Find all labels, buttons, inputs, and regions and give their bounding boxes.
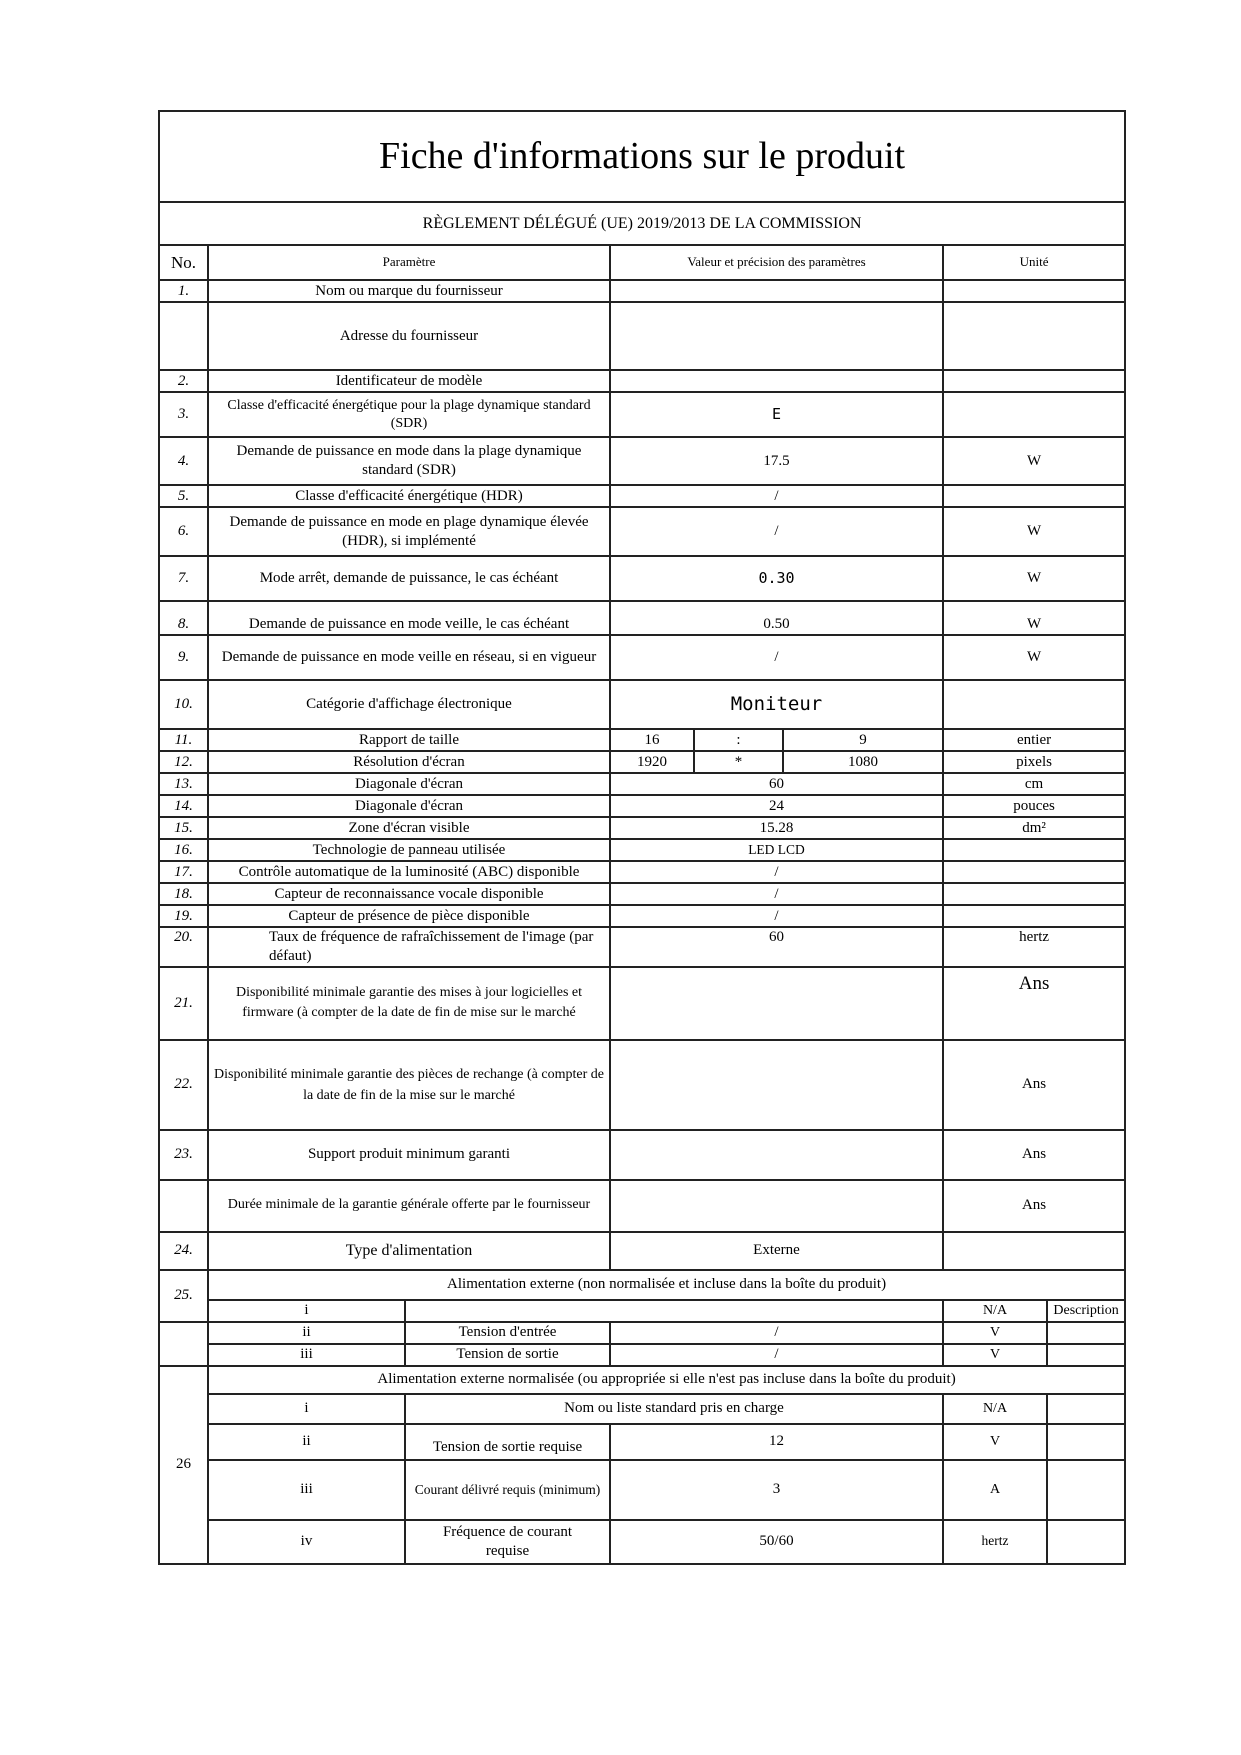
row-number: 7. — [159, 556, 208, 601]
row-parameter: Taux de fréquence de rafraîchissement de l'image (par défaut) — [208, 927, 610, 967]
section-26-row — [159, 1460, 1125, 1520]
row-value: / — [610, 635, 943, 680]
table-row — [159, 927, 1125, 967]
table-row — [159, 861, 1125, 883]
table-row — [159, 751, 1125, 773]
row-value-b: 9 — [783, 729, 943, 751]
section-25-row — [159, 1344, 1125, 1366]
sub-description: Description — [1047, 1300, 1125, 1322]
sub-unit: V — [943, 1322, 1047, 1344]
sub-label: Fréquence de courant requise — [405, 1520, 610, 1564]
row-number: 11. — [159, 729, 208, 751]
row-number: 5. — [159, 485, 208, 507]
sub-value: 3 — [610, 1460, 943, 1520]
row-value: 0.30 — [610, 556, 943, 601]
row-number: 1. — [159, 280, 208, 302]
section-25-row — [159, 1322, 1125, 1344]
row-unit: Ans — [943, 1130, 1125, 1180]
row-number: 2. — [159, 370, 208, 392]
row-parameter: Adresse du fournisseur — [208, 302, 610, 370]
section-26-row — [159, 1394, 1125, 1424]
row-unit — [943, 392, 1125, 437]
table-row — [159, 905, 1125, 927]
row-number: 20. — [159, 927, 208, 967]
row-unit: entier — [943, 729, 1125, 751]
row-parameter: Diagonale d'écran — [208, 795, 610, 817]
row-number: 14. — [159, 795, 208, 817]
row-value: 24 — [610, 795, 943, 817]
row-unit — [943, 839, 1125, 861]
header-unit: Unité — [943, 245, 1125, 280]
header-value: Valeur et précision des paramètres — [610, 245, 943, 280]
sub-unit: N/A — [943, 1394, 1047, 1424]
row-number: 13. — [159, 773, 208, 795]
sub-description — [1047, 1520, 1125, 1564]
row-parameter: Zone d'écran visible — [208, 817, 610, 839]
row-unit: W — [943, 437, 1125, 485]
row-number: 23. — [159, 1130, 208, 1180]
sub-description — [1047, 1424, 1125, 1460]
row-value: / — [610, 883, 943, 905]
table-row — [159, 280, 1125, 302]
regulation-subtitle: RÈGLEMENT DÉLÉGUÉ (UE) 2019/2013 DE LA COMMISSION — [159, 202, 1125, 245]
sheet-title: Fiche d'informations sur le produit — [159, 111, 1125, 202]
row-number: 24. — [159, 1232, 208, 1270]
row-value: / — [610, 507, 943, 556]
section-26-row — [159, 1520, 1125, 1564]
section-26-row — [159, 1424, 1125, 1460]
row-unit — [943, 1232, 1125, 1270]
table-row — [159, 1130, 1125, 1180]
row-value: 0.50 — [610, 601, 943, 635]
sub-unit: A — [943, 1460, 1047, 1520]
sub-description — [1047, 1344, 1125, 1366]
row-parameter: Disponibilité minimale garantie des pièces de rechange (à compter de la date de fin de la mise sur le marché — [208, 1040, 610, 1130]
header-parameter: Paramètre — [208, 245, 610, 280]
section-25-heading-row — [159, 1270, 1125, 1300]
row-unit — [943, 905, 1125, 927]
row-parameter: Catégorie d'affichage électronique — [208, 680, 610, 729]
row-unit — [943, 280, 1125, 302]
row-number: 6. — [159, 507, 208, 556]
table-row — [159, 392, 1125, 437]
section-25-number: 25. — [159, 1270, 208, 1322]
row-unit — [943, 680, 1125, 729]
row-value: Externe — [610, 1232, 943, 1270]
row-parameter: Nom ou marque du fournisseur — [208, 280, 610, 302]
product-information-sheet — [158, 110, 1126, 1565]
row-value: E — [610, 392, 943, 437]
table-row — [159, 437, 1125, 485]
row-value: 15.28 — [610, 817, 943, 839]
row-number: 3. — [159, 392, 208, 437]
section-26-number: 26 — [159, 1366, 208, 1564]
sub-index: iii — [208, 1344, 405, 1366]
row-number: 19. — [159, 905, 208, 927]
sub-label: Courant délivré requis (minimum) — [405, 1460, 610, 1520]
row-number: 16. — [159, 839, 208, 861]
table-row — [159, 773, 1125, 795]
row-unit: Ans — [943, 1180, 1125, 1232]
row-parameter: Demande de puissance en mode dans la plage dynamique standard (SDR) — [208, 437, 610, 485]
row-unit — [943, 861, 1125, 883]
header-row — [159, 245, 1125, 280]
row-unit: W — [943, 601, 1125, 635]
row-number: 10. — [159, 680, 208, 729]
sub-index: iii — [208, 1460, 405, 1520]
row-value: / — [610, 861, 943, 883]
row-parameter: Demande de puissance en mode en plage dynamique élevée (HDR), si implémenté — [208, 507, 610, 556]
row-parameter: Identificateur de modèle — [208, 370, 610, 392]
row-value — [610, 1130, 943, 1180]
sub-value: 50/60 — [610, 1520, 943, 1564]
sub-label: Nom ou liste standard pris en charge — [405, 1394, 943, 1424]
row-value — [610, 1040, 943, 1130]
row-unit — [943, 370, 1125, 392]
row-unit: pouces — [943, 795, 1125, 817]
table-row — [159, 817, 1125, 839]
row-value: 60 — [610, 927, 943, 967]
row-number: 15. — [159, 817, 208, 839]
sub-value: 12 — [610, 1424, 943, 1460]
sub-label — [405, 1300, 943, 1322]
row-parameter: Classe d'efficacité énergétique (HDR) — [208, 485, 610, 507]
table-row — [159, 302, 1125, 370]
row-value-separator: * — [694, 751, 783, 773]
row-value — [610, 1180, 943, 1232]
table-row — [159, 507, 1125, 556]
table-row — [159, 370, 1125, 392]
row-value — [610, 967, 943, 1040]
table-row — [159, 680, 1125, 729]
row-unit: W — [943, 556, 1125, 601]
sub-description — [1047, 1322, 1125, 1344]
row-parameter: Résolution d'écran — [208, 751, 610, 773]
row-number — [159, 1180, 208, 1232]
table-row — [159, 635, 1125, 680]
row-number: 22. — [159, 1040, 208, 1130]
section-26-heading-row — [159, 1366, 1125, 1394]
header-no: No. — [159, 245, 208, 280]
table-row — [159, 1040, 1125, 1130]
sub-description — [1047, 1460, 1125, 1520]
sub-index: iv — [208, 1520, 405, 1564]
table-row — [159, 1232, 1125, 1270]
row-unit — [943, 883, 1125, 905]
row-unit: W — [943, 635, 1125, 680]
sub-label: Tension de sortie — [405, 1344, 610, 1366]
table-row — [159, 883, 1125, 905]
sub-description — [1047, 1394, 1125, 1424]
row-parameter: Contrôle automatique de la luminosité (ABC) disponible — [208, 861, 610, 883]
row-unit: dm² — [943, 817, 1125, 839]
section-25-heading: Alimentation externe (non normalisée et incluse dans la boîte du produit) — [208, 1270, 1125, 1300]
row-value: / — [610, 905, 943, 927]
table-row — [159, 485, 1125, 507]
row-unit: W — [943, 507, 1125, 556]
table-row — [159, 556, 1125, 601]
sub-unit: V — [943, 1344, 1047, 1366]
row-parameter: Support produit minimum garanti — [208, 1130, 610, 1180]
row-unit: Ans — [943, 1040, 1125, 1130]
table-row — [159, 967, 1125, 1040]
row-value — [610, 280, 943, 302]
row-number: 12. — [159, 751, 208, 773]
row-unit: hertz — [943, 927, 1125, 967]
sub-label: Tension d'entrée — [405, 1322, 610, 1344]
row-value-b: 1080 — [783, 751, 943, 773]
section-26-heading: Alimentation externe normalisée (ou appropriée si elle n'est pas incluse dans la boîte du produit) — [208, 1366, 1125, 1394]
sub-index: i — [208, 1300, 405, 1322]
row-unit: Ans — [943, 967, 1125, 1040]
sub-unit: hertz — [943, 1520, 1047, 1564]
row-unit: pixels — [943, 751, 1125, 773]
sub-index: ii — [208, 1424, 405, 1460]
table-row — [159, 1180, 1125, 1232]
table-row — [159, 601, 1125, 635]
row-number: 17. — [159, 861, 208, 883]
row-parameter: Disponibilité minimale garantie des mises à jour logicielles et firmware (à compter de la date de fin de mise sur le marché — [208, 967, 610, 1040]
row-parameter: Demande de puissance en mode veille en réseau, si en vigueur — [208, 635, 610, 680]
table-row — [159, 729, 1125, 751]
row-parameter: Demande de puissance en mode veille, le cas échéant — [208, 601, 610, 635]
row-parameter: Capteur de présence de pièce disponible — [208, 905, 610, 927]
row-parameter: Rapport de taille — [208, 729, 610, 751]
row-value: Moniteur — [610, 680, 943, 729]
row-number: 18. — [159, 883, 208, 905]
row-number: 8. — [159, 601, 208, 635]
row-unit: cm — [943, 773, 1125, 795]
row-value: LED LCD — [610, 839, 943, 861]
row-unit — [943, 302, 1125, 370]
section-25-row — [159, 1300, 1125, 1322]
row-parameter: Capteur de reconnaissance vocale disponible — [208, 883, 610, 905]
sub-value: / — [610, 1322, 943, 1344]
row-value-a: 1920 — [610, 751, 694, 773]
table-row — [159, 795, 1125, 817]
row-parameter: Durée minimale de la garantie générale offerte par le fournisseur — [208, 1180, 610, 1232]
row-unit — [943, 485, 1125, 507]
sub-label: Tension de sortie requise — [405, 1424, 610, 1460]
row-parameter: Diagonale d'écran — [208, 773, 610, 795]
row-value-separator: : — [694, 729, 783, 751]
section-25-blank-number — [159, 1322, 208, 1366]
row-parameter: Classe d'efficacité énergétique pour la plage dynamique standard (SDR) — [208, 392, 610, 437]
sub-index: ii — [208, 1322, 405, 1344]
row-number: 4. — [159, 437, 208, 485]
row-value-a: 16 — [610, 729, 694, 751]
row-number: 9. — [159, 635, 208, 680]
row-value: / — [610, 485, 943, 507]
sub-index: i — [208, 1394, 405, 1424]
row-value: 60 — [610, 773, 943, 795]
sub-unit: N/A — [943, 1300, 1047, 1322]
row-number — [159, 302, 208, 370]
sub-value: / — [610, 1344, 943, 1366]
table-row — [159, 839, 1125, 861]
row-value: 17.5 — [610, 437, 943, 485]
row-parameter: Mode arrêt, demande de puissance, le cas échéant — [208, 556, 610, 601]
row-number: 21. — [159, 967, 208, 1040]
sub-unit: V — [943, 1424, 1047, 1460]
row-parameter: Type d'alimentation — [208, 1232, 610, 1270]
row-value — [610, 370, 943, 392]
row-value — [610, 302, 943, 370]
row-parameter: Technologie de panneau utilisée — [208, 839, 610, 861]
